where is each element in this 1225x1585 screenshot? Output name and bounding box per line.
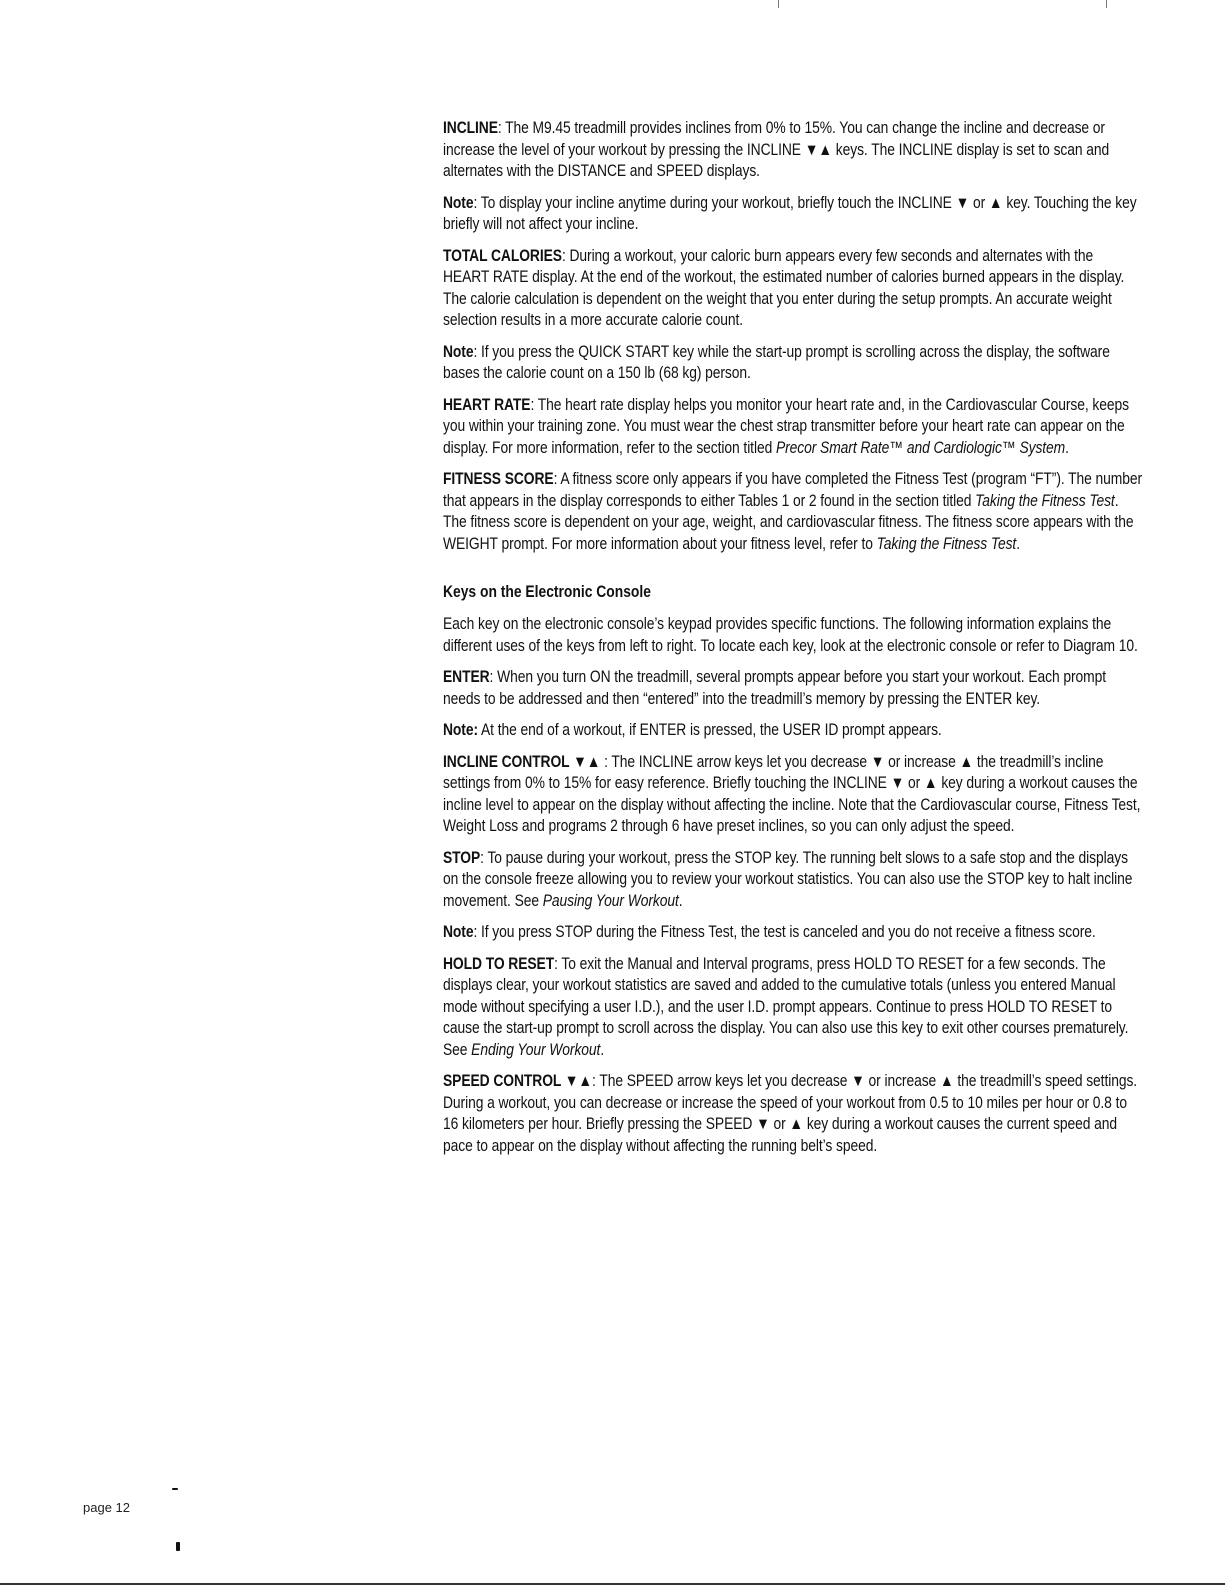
paragraph-note-enter: Note: At the end of a workout, if ENTER is pressed, the USER ID prompt appears.: [443, 721, 942, 739]
paragraph-hold-to-reset: HOLD TO RESET: To exit the Manual and Interval programs, press HOLD TO RESET for a few seconds. The displays clear, your workout statistics are saved and added to the cumulative totals (unless you entered Manual mode without specifying a user I.D.), and the user I.D. prompt appears. Continue to press HOLD TO RESET to cause the start-up prompt to scroll across the display. You can also use this key to exit other courses prematurely. See Ending Your Workout.: [443, 954, 1129, 1059]
paragraph-stop: STOP: To pause during your workout, press the STOP key. The running belt slows to a safe stop and the displays on the console freeze allowing you to review your workout statistics. You can also use the STOP key to halt incline movement. See Pausing Your Workout.: [443, 848, 1133, 910]
document-body: [443, 118, 1143, 1167]
paragraph-speed-control: SPEED CONTROL ▼▲: The SPEED arrow keys let you decrease ▼ or increase ▲ the treadmill’s speed settings. During a workout, you can decrease or increase the speed of your workout from 0.5 to 10 miles per hour or 0.8 to 16 kilometers per hour. Briefly pressing the SPEED ▼ or ▲ key during a workout causes the current speed and pace to appear on the display without affecting the running belt’s speed.: [443, 1072, 1138, 1155]
page-number: page 12: [83, 1500, 130, 1515]
paragraph-enter: ENTER: When you turn ON the treadmill, several prompts appear before you start your workout. Each prompt needs to be addressed and then “entered” into the treadmill’s memory by pressing the ENTER key.: [443, 668, 1106, 708]
paragraph-note-stop: Note: If you press STOP during the Fitness Test, the test is canceled and you do not receive a fitness score.: [443, 923, 1096, 941]
paragraph-note-quick-start: Note: If you press the QUICK START key while the start-up prompt is scrolling across the display, the software bases the calorie count on a 150 lb (68 kg) person.: [443, 342, 1110, 382]
section-heading: Keys on the Electronic Console: [443, 583, 651, 601]
paragraph-incline: INCLINE: The M9.45 treadmill provides inclines from 0% to 15%. You can change the incline and decrease or increase the level of your workout by pressing the INCLINE ▼▲ keys. The INCLINE display is set to scan and alternates with the DISTANCE and SPEED displays.: [443, 119, 1110, 180]
scan-speck: [172, 1488, 178, 1490]
scan-mark-top: [778, 0, 779, 8]
paragraph-keys-intro: Each key on the electronic console’s keypad provides specific functions. The following information explains the different uses of the keys from left to right. To locate each key, look at the electronic console or refer to Diagram 10.: [443, 615, 1138, 655]
paragraph-heart-rate: HEART RATE: The heart rate display helps you monitor your heart rate and, in the Cardiovascular Course, keeps you within your training zone. You must wear the chest strap transmitter before your heart rate can appear on the display. For more information, refer to the section titled Precor Smart Rate™ and Cardiologic™ System.: [443, 395, 1129, 457]
paragraph-total-calories: TOTAL CALORIES: During a workout, your caloric burn appears every few seconds and alternates with the HEART RATE display. At the end of the workout, the estimated number of calories burned appears in the display. The calorie calculation is dependent on the weight that you enter during the setup prompts. An accurate weight selection results in a more accurate calorie count.: [443, 246, 1125, 329]
paragraph-note-incline: Note: To display your incline anytime during your workout, briefly touch the INCLINE ▼ or ▲ key. Touching the key briefly will not affect your incline.: [443, 193, 1137, 233]
paragraph-fitness-score: FITNESS SCORE: A fitness score only appears if you have completed the Fitness Test (program “FT”). The number that appears in the display corresponds to either Tables 1 or 2 found in the section titled Taking the Fitness Test. The fitness score is dependent on your age, weight, and cardiovascular fitness. The fitness score appears with the WEIGHT prompt. For more information about your fitness level, refer to Taking the Fitness Test.: [443, 470, 1143, 553]
scan-mark-top-right: [1106, 0, 1107, 8]
scan-speck: [176, 1542, 180, 1551]
paragraph-incline-control: INCLINE CONTROL ▼▲ : The INCLINE arrow keys let you decrease ▼ or increase ▲ the treadmill’s incline settings from 0% to 15% for easy reference. Briefly touching the INCLINE ▼ or ▲ key during a workout causes the incline level to appear on the display without affecting the incline. Note that the Cardiovascular course, Fitness Test, Weight Loss and programs 2 through 6 have preset inclines, so you can only adjust the speed.: [443, 752, 1141, 835]
